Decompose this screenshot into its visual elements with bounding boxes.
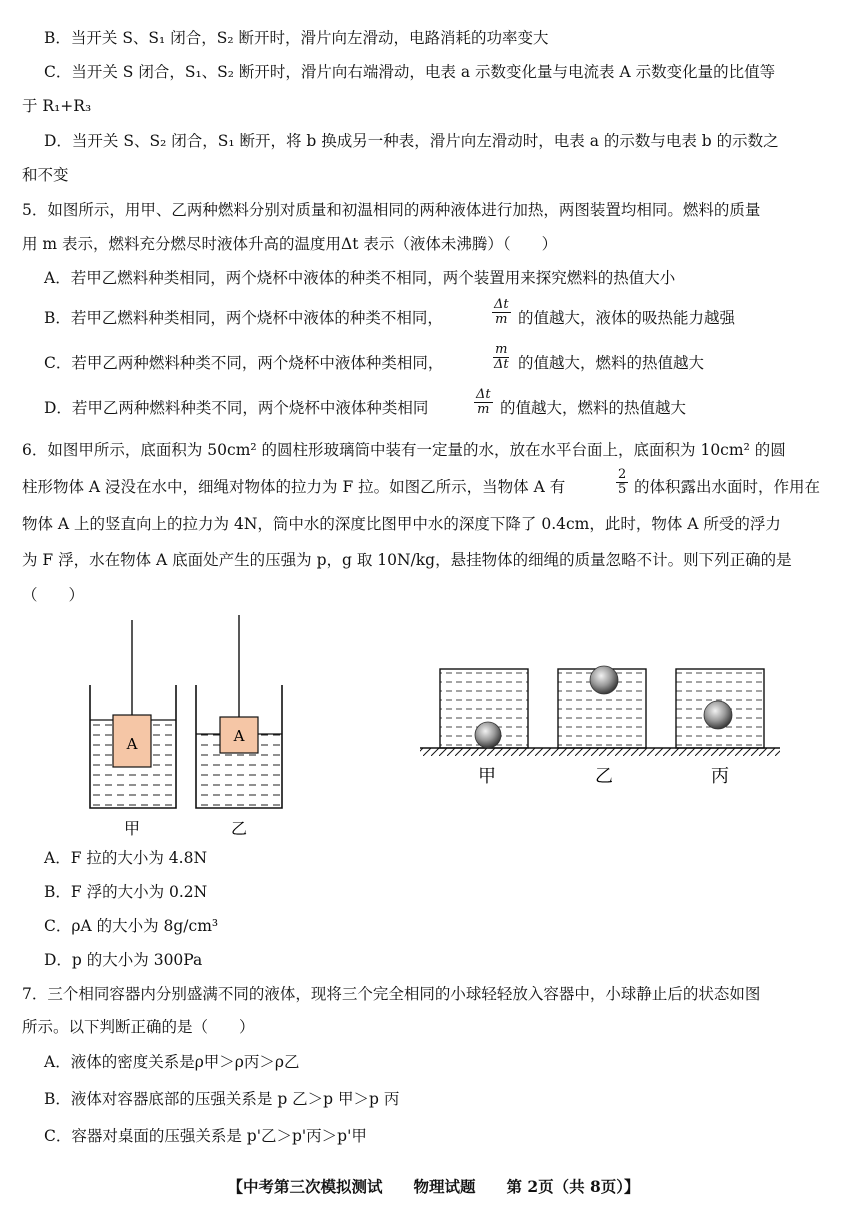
q5-option-d-pre: D．若甲乙两种燃料种类不同，两个烧杯中液体种类相同 <box>44 399 429 417</box>
q6-option-d: D．p 的大小为 300Pa <box>44 951 203 969</box>
fraction-numerator: Δt <box>494 297 509 312</box>
q4-option-d-line1: D．当开关 S、S₂ 闭合，S₁ 断开，将 b 换成另一种表，滑片向左滑动时，电表 a 的示数与电表 b 的示数之 <box>44 132 779 150</box>
q7-fig-label-jia: 甲 <box>478 766 496 787</box>
q5-option-d-fraction <box>474 388 493 417</box>
q6-container-jia <box>90 620 176 808</box>
q6-stem-line2-pre: 柱形物体 A 浸没在水中，细绳对物体的拉力为 F 拉。如图乙所示，当物体 A 有 <box>22 478 566 496</box>
q5-option-b-post: 的值越大，液体的吸热能力越强 <box>518 309 736 327</box>
q6-fig-label-jia: 甲 <box>123 819 141 838</box>
q7-container-bing <box>676 669 764 748</box>
q5-option-c-fraction <box>492 343 511 372</box>
q6-stem-line3: 物体 A 上的竖直向上的拉力为 4N，筒中水的深度比图甲中水的深度下降了 0.4cm，此时，物体 A 所受的浮力 <box>22 515 781 533</box>
q5-stem-line2: 用 m 表示，燃料充分燃尽时液体升高的温度用Δt 表示（液体未沸腾）（ ） <box>22 235 558 253</box>
q6-stem-line4: 为 F 浮，水在物体 A 底面处产生的压强为 p，g 取 10N/kg，悬挂物体的细绳的质量忽略不计。则下列正确的是 <box>22 551 792 569</box>
q6-option-a: A．F 拉的大小为 4.8N <box>44 849 208 867</box>
q7-stem-line2: 所示。以下判断正确的是（ ） <box>22 1018 255 1036</box>
fraction-denominator: 5 <box>618 482 627 497</box>
q7-ball-bing <box>704 701 732 729</box>
q7-fig-label-bing: 丙 <box>711 766 729 787</box>
q7-fig-label-yi: 乙 <box>595 766 613 787</box>
q6-fig-label-yi: 乙 <box>230 819 248 838</box>
q6-stem-line5: （ ） <box>22 586 85 604</box>
q7-container-yi <box>558 666 646 748</box>
q7-ball-yi <box>590 666 618 694</box>
q4-option-c-line2: 于 R₁+R₃ <box>22 97 92 115</box>
fraction-denominator: m <box>477 402 490 417</box>
q4-option-c-line1: C．当开关 S 闭合，S₁、S₂ 断开时，滑片向右端滑动，电表 a 示数变化量与电流表 A 示数变化量的比值等 <box>44 63 776 81</box>
q5-option-d-post: 的值越大，燃料的热值越大 <box>500 399 687 417</box>
q7-figure <box>415 660 785 790</box>
q7-container-jia <box>440 669 528 748</box>
q7-ground <box>420 748 780 756</box>
q7-option-a: A．液体的密度关系是ρ甲＞ρ丙＞ρ乙 <box>44 1053 300 1071</box>
q5-option-b-fraction <box>492 298 511 327</box>
page-footer: 【中考第三次模拟测试 物理试题 第 2页（共 8页）】 <box>227 1177 640 1196</box>
q7-option-b: B．液体对容器底部的压强关系是 p 乙＞p 甲＞p 丙 <box>44 1090 400 1108</box>
q6-stem-line1: 6．如图甲所示，底面积为 50cm² 的圆柱形玻璃筒中装有一定量的水，放在水平台面上，底面积为 10cm² 的圆 <box>22 441 786 459</box>
fraction-numerator: m <box>495 342 508 357</box>
q4-option-b: B．当开关 S、S₁ 闭合，S₂ 断开时，滑片向左滑动，电路消耗的功率变大 <box>44 29 549 47</box>
q5-stem-line1: 5．如图所示，用甲、乙两种燃料分别对质量和初温相同的两种液体进行加热，两图装置均相同。燃料的质量 <box>22 201 761 219</box>
q7-ball-jia <box>475 722 501 748</box>
q6-stem-fraction <box>616 468 628 497</box>
q5-option-c-post: 的值越大，燃料的热值越大 <box>518 354 705 372</box>
q6-figure <box>80 610 300 840</box>
fraction-denominator: Δt <box>494 357 509 372</box>
q5-option-c-pre: C．若甲乙两种燃料种类不同，两个烧杯中液体种类相同， <box>44 354 444 372</box>
fraction-numerator: 2 <box>618 467 627 482</box>
q6-container-yi <box>196 615 282 808</box>
q6-block-label-jia: A <box>126 735 138 753</box>
q6-stem-line2-post: 的体积露出水面时，作用在 <box>634 478 821 496</box>
fraction-denominator: m <box>495 312 508 327</box>
q6-block-label-yi: A <box>233 727 245 745</box>
q6-option-b: B．F 浮的大小为 0.2N <box>44 883 208 901</box>
q6-option-c: C．ρA 的大小为 8g/cm³ <box>44 917 219 935</box>
q7-option-c: C．容器对桌面的压强关系是 p'乙＞p'丙＞p'甲 <box>44 1127 367 1145</box>
q4-option-d-line2: 和不变 <box>22 166 69 184</box>
q5-option-a: A．若甲乙燃料种类相同，两个烧杯中液体的种类不相同，两个装置用来探究燃料的热值大小 <box>44 269 676 287</box>
q5-option-b-pre: B．若甲乙燃料种类相同，两个烧杯中液体的种类不相同， <box>44 309 443 327</box>
q7-stem-line1: 7．三个相同容器内分别盛满不同的液体，现将三个完全相同的小球轻轻放入容器中，小球静止后的状态如图 <box>22 985 761 1003</box>
fraction-numerator: Δt <box>476 387 491 402</box>
